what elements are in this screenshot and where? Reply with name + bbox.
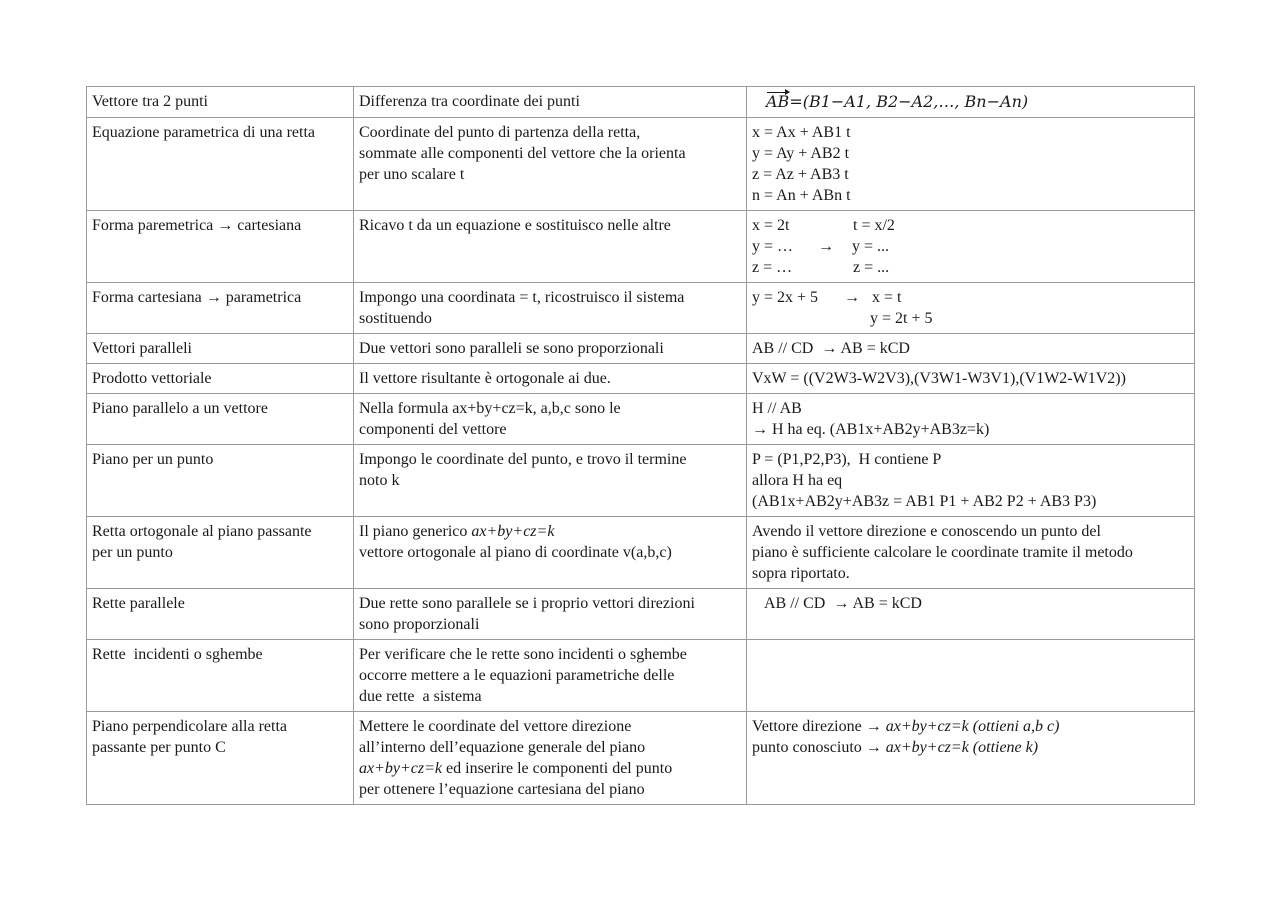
description-cell: Ricavo t da un equazione e sostituisco nelle altre bbox=[354, 211, 747, 283]
vector-formula: AB=(B1−A1, B2−A2,…, Bn−An) bbox=[766, 92, 1029, 111]
topic-cell: Piano per un punto bbox=[87, 445, 354, 517]
table-row bbox=[87, 712, 1195, 805]
description-cell: Impongo le coordinate del punto, e trovo il termine noto k bbox=[354, 445, 747, 517]
table-row bbox=[87, 364, 1195, 394]
description-cell: Due vettori sono paralleli se sono proporzionali bbox=[354, 334, 747, 364]
table-row bbox=[87, 445, 1195, 517]
topic-cell: Piano perpendicolare alla retta passante per punto C bbox=[87, 712, 354, 805]
formula-cell: Avendo il vettore direzione e conoscendo un punto del piano è sufficiente calcolare le coordinate tramite il metodo sopra riportato. bbox=[747, 517, 1195, 589]
table-row bbox=[87, 118, 1195, 211]
formula-cell: x = 2t t = x/2 y = … → y = ... z = … z = ... bbox=[747, 211, 1195, 283]
formula-cell: P = (P1,P2,P3), H contiene P allora H ha eq (AB1x+AB2y+AB3z = AB1 P1 + AB2 P2 + AB3 P3) bbox=[747, 445, 1195, 517]
topic-cell: Vettori paralleli bbox=[87, 334, 354, 364]
formula-cell bbox=[747, 640, 1195, 712]
table-row bbox=[87, 87, 1195, 118]
table-row bbox=[87, 283, 1195, 334]
table-row bbox=[87, 394, 1195, 445]
table-row bbox=[87, 211, 1195, 283]
formula-cell: AB // CD → AB = kCD bbox=[747, 334, 1195, 364]
table-row bbox=[87, 640, 1195, 712]
formula-cell: VxW = ((V2W3-W2V3),(V3W1-W3V1),(V1W2-W1V2)) bbox=[747, 364, 1195, 394]
topic-cell: Prodotto vettoriale bbox=[87, 364, 354, 394]
description-cell: Per verificare che le rette sono incidenti o sghembe occorre mettere a le equazioni parametriche delle due rette a sistema bbox=[354, 640, 747, 712]
table-row bbox=[87, 517, 1195, 589]
formula-cell: AB // CD → AB = kCD bbox=[747, 589, 1195, 640]
description-cell: Mettere le coordinate del vettore direzione all’interno dell’equazione generale del piano ax+by+cz=k ed inserire le componenti del punto per ottenere l’equazione cartesiana del piano bbox=[354, 712, 747, 805]
topic-cell: Equazione parametrica di una retta bbox=[87, 118, 354, 211]
summary-table bbox=[86, 86, 1195, 805]
table-row bbox=[87, 589, 1195, 640]
description-cell: Nella formula ax+by+cz=k, a,b,c sono le componenti del vettore bbox=[354, 394, 747, 445]
topic-cell: Vettore tra 2 punti bbox=[87, 87, 354, 118]
topic-cell: Forma paremetrica → cartesiana bbox=[87, 211, 354, 283]
formula-cell: y = 2x + 5 → x = t y = 2t + 5 bbox=[747, 283, 1195, 334]
formula-cell: x = Ax + AB1 t y = Ay + AB2 t z = Az + AB3 t n = An + ABn t bbox=[747, 118, 1195, 211]
formula-cell bbox=[747, 87, 1195, 118]
description-cell: Impongo una coordinata = t, ricostruisco il sistema sostituendo bbox=[354, 283, 747, 334]
vector-arrow-symbol: AB bbox=[766, 92, 790, 111]
topic-cell: Forma cartesiana → parametrica bbox=[87, 283, 354, 334]
description-cell: Il piano generico ax+by+cz=k vettore ortogonale al piano di coordinate v(a,b,c) bbox=[354, 517, 747, 589]
table-row bbox=[87, 334, 1195, 364]
formula-cell: Vettore direzione → ax+by+cz=k (ottieni a,b c) punto conosciuto → ax+by+cz=k (ottiene k) bbox=[747, 712, 1195, 805]
formula-cell: H // AB → H ha eq. (AB1x+AB2y+AB3z=k) bbox=[747, 394, 1195, 445]
topic-cell: Rette incidenti o sghembe bbox=[87, 640, 354, 712]
description-cell: Il vettore risultante è ortogonale ai due. bbox=[354, 364, 747, 394]
topic-cell: Rette parallele bbox=[87, 589, 354, 640]
description-cell: Due rette sono parallele se i proprio vettori direzioni sono proporzionali bbox=[354, 589, 747, 640]
topic-cell: Retta ortogonale al piano passante per un punto bbox=[87, 517, 354, 589]
description-cell: Coordinate del punto di partenza della retta, sommate alle componenti del vettore che la orienta per uno scalare t bbox=[354, 118, 747, 211]
description-cell: Differenza tra coordinate dei punti bbox=[354, 87, 747, 118]
topic-cell: Piano parallelo a un vettore bbox=[87, 394, 354, 445]
